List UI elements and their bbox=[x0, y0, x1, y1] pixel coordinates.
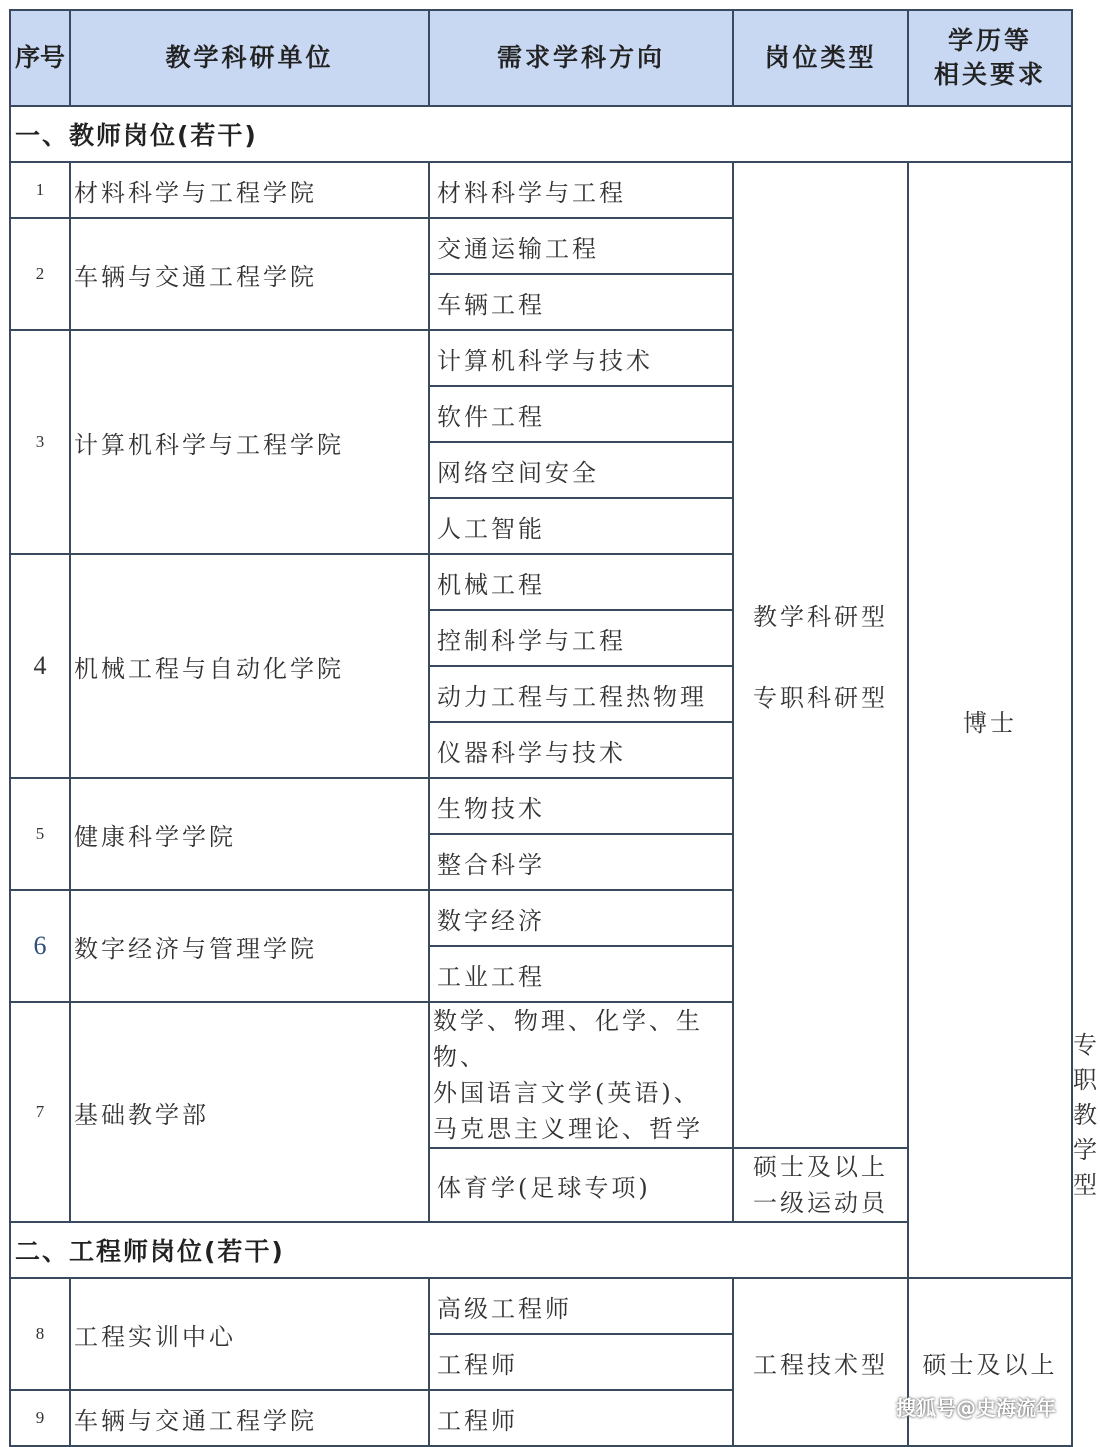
table-row: 7 基础教学部 数学、物理、化学、生物、 外国语言文学(英语)、 马克思主义理论、哲学 专职教学型 bbox=[10, 1002, 1072, 1148]
section-title-engineers: 二、工程师岗位(若干) bbox=[10, 1222, 1072, 1278]
row-subject: 工业工程 bbox=[429, 946, 733, 1002]
row-subject: 机械工程 bbox=[429, 554, 733, 610]
row-unit: 工程实训中心 bbox=[70, 1278, 429, 1390]
row-subject: 工程师 bbox=[429, 1390, 733, 1446]
requirement-phd: 博士 bbox=[908, 162, 1072, 1278]
row-unit: 机械工程与自动化学院 bbox=[70, 554, 429, 778]
row-number: 4 bbox=[10, 554, 70, 778]
header-requirement-line1: 学历等 bbox=[947, 26, 1032, 55]
row-subject-multi bbox=[429, 1002, 733, 1148]
row-number: 7 bbox=[10, 1002, 70, 1222]
recruitment-table-frame bbox=[9, 9, 1100, 1447]
row-unit: 计算机科学与工程学院 bbox=[70, 330, 429, 554]
post-type-engineering: 工程技术型 bbox=[733, 1278, 908, 1446]
header-row bbox=[10, 10, 1072, 106]
table-row bbox=[10, 162, 1072, 218]
row-number: 2 bbox=[10, 218, 70, 330]
subject-line: 数学、物理、化学、生物、 bbox=[433, 1007, 703, 1071]
row-subject: 体育学(足球专项) bbox=[429, 1148, 733, 1222]
row-number: 5 bbox=[10, 778, 70, 890]
header-unit: 教学科研单位 bbox=[70, 10, 429, 106]
recruitment-table bbox=[9, 9, 1100, 1447]
requirement-engineer: 硕士及以上 bbox=[908, 1278, 1072, 1446]
post-type-teaching-research: 教学科研型 bbox=[753, 603, 888, 631]
row-subject: 仪器科学与技术 bbox=[429, 722, 733, 778]
row-subject: 整合科学 bbox=[429, 834, 733, 890]
row-number: 3 bbox=[10, 330, 70, 554]
row-unit: 车辆与交通工程学院 bbox=[70, 218, 429, 330]
watermark: 搜狐号@史海流年 bbox=[896, 1396, 1056, 1420]
row-number: 9 bbox=[10, 1390, 70, 1446]
header-subject: 需求学科方向 bbox=[429, 10, 733, 106]
section-title-teachers: 一、教师岗位(若干) bbox=[10, 106, 1072, 162]
post-type-research bbox=[733, 162, 908, 1148]
header-requirement-line2: 相关要求 bbox=[933, 60, 1046, 89]
requirement-pe-line1: 硕士及以上 bbox=[753, 1153, 888, 1181]
row-subject: 工程师 bbox=[429, 1334, 733, 1390]
row-subject: 材料科学与工程 bbox=[429, 162, 733, 218]
row-subject: 动力工程与工程热物理 bbox=[429, 666, 733, 722]
row-unit: 基础教学部 bbox=[70, 1002, 429, 1222]
post-type-full-time-research: 专职科研型 bbox=[753, 684, 888, 712]
section-row-teachers bbox=[10, 106, 1072, 162]
section-row-engineers bbox=[10, 1222, 1072, 1278]
row-number: 1 bbox=[10, 162, 70, 218]
row-subject: 数字经济 bbox=[429, 890, 733, 946]
row-unit: 数字经济与管理学院 bbox=[70, 890, 429, 1002]
header-post-type: 岗位类型 bbox=[733, 10, 908, 106]
row-unit: 健康科学学院 bbox=[70, 778, 429, 890]
row-subject: 人工智能 bbox=[429, 498, 733, 554]
subject-line: 外国语言文学(英语)、 bbox=[433, 1079, 701, 1107]
requirement-pe-line2: 一级运动员 bbox=[753, 1189, 888, 1217]
row-number: 8 bbox=[10, 1278, 70, 1390]
header-serial: 序号 bbox=[10, 10, 70, 106]
row-subject: 交通运输工程 bbox=[429, 218, 733, 274]
requirement-pe bbox=[733, 1148, 908, 1222]
table-row bbox=[10, 1278, 1072, 1334]
row-subject: 高级工程师 bbox=[429, 1278, 733, 1334]
header-requirement bbox=[908, 10, 1072, 106]
row-subject: 网络空间安全 bbox=[429, 442, 733, 498]
row-number: 6 bbox=[10, 890, 70, 1002]
row-unit: 车辆与交通工程学院 bbox=[70, 1390, 429, 1446]
subject-line: 马克思主义理论、哲学 bbox=[433, 1115, 703, 1143]
row-subject: 计算机科学与技术 bbox=[429, 330, 733, 386]
row-subject: 车辆工程 bbox=[429, 274, 733, 330]
row-subject: 生物技术 bbox=[429, 778, 733, 834]
row-subject: 控制科学与工程 bbox=[429, 610, 733, 666]
row-subject: 软件工程 bbox=[429, 386, 733, 442]
row-unit: 材料科学与工程学院 bbox=[70, 162, 429, 218]
